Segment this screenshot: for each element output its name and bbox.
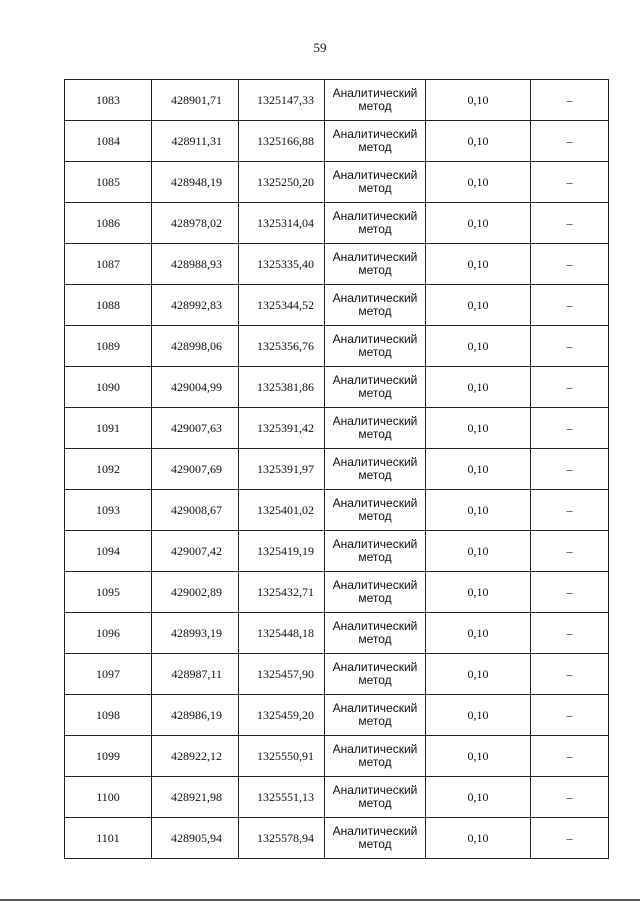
y-coordinate-cell: 1325344,52	[239, 285, 325, 326]
point-number-cell: 1090	[65, 367, 152, 408]
x-coordinate-cell: 428998,06	[152, 326, 239, 367]
method-line-1: Аналитический	[332, 332, 418, 346]
description-cell: –	[531, 531, 609, 572]
point-number-cell: 1101	[65, 818, 152, 859]
y-coordinate-cell: 1325147,33	[239, 80, 325, 121]
method-line-1: Аналитический	[332, 824, 418, 838]
method-cell	[325, 736, 426, 777]
table-row	[65, 736, 609, 777]
description-cell: –	[531, 162, 609, 203]
method-line-2: метод	[358, 837, 392, 851]
y-coordinate-cell: 1325401,02	[239, 490, 325, 531]
method-line-2: метод	[358, 181, 392, 195]
page-number: 59	[313, 40, 327, 55]
description-cell: –	[531, 449, 609, 490]
method-cell	[325, 121, 426, 162]
y-coordinate-cell: 1325550,91	[239, 736, 325, 777]
method-line-1: Аналитический	[332, 168, 418, 182]
method-line-1: Аналитический	[332, 537, 418, 551]
y-coordinate-cell: 1325391,97	[239, 449, 325, 490]
point-number-cell: 1086	[65, 203, 152, 244]
method-line-1: Аналитический	[332, 742, 418, 756]
table-row	[65, 203, 609, 244]
y-coordinate-cell: 1325578,94	[239, 818, 325, 859]
table-row	[65, 777, 609, 818]
y-coordinate-cell: 1325391,42	[239, 408, 325, 449]
method-line-1: Аналитический	[332, 291, 418, 305]
method-cell	[325, 203, 426, 244]
point-number-cell: 1099	[65, 736, 152, 777]
description-cell: –	[531, 572, 609, 613]
method-line-2: метод	[358, 632, 392, 646]
x-coordinate-cell: 428987,11	[152, 654, 239, 695]
point-number-cell: 1092	[65, 449, 152, 490]
y-coordinate-cell: 1325314,04	[239, 203, 325, 244]
method-cell	[325, 162, 426, 203]
accuracy-cell: 0,10	[426, 449, 531, 490]
point-number-cell: 1087	[65, 244, 152, 285]
method-cell	[325, 531, 426, 572]
accuracy-cell: 0,10	[426, 531, 531, 572]
method-cell	[325, 80, 426, 121]
point-number-cell: 1100	[65, 777, 152, 818]
x-coordinate-cell: 428992,83	[152, 285, 239, 326]
method-line-1: Аналитический	[332, 496, 418, 510]
x-coordinate-cell: 428905,94	[152, 818, 239, 859]
method-line-1: Аналитический	[332, 701, 418, 715]
description-cell: –	[531, 285, 609, 326]
table-row	[65, 285, 609, 326]
method-line-2: метод	[358, 673, 392, 687]
method-line-2: метод	[358, 796, 392, 810]
method-line-2: метод	[358, 345, 392, 359]
accuracy-cell: 0,10	[426, 121, 531, 162]
table-row	[65, 818, 609, 859]
x-coordinate-cell: 428901,71	[152, 80, 239, 121]
y-coordinate-cell: 1325250,20	[239, 162, 325, 203]
method-line-2: метод	[358, 509, 392, 523]
y-coordinate-cell: 1325551,13	[239, 777, 325, 818]
description-cell: –	[531, 695, 609, 736]
method-line-2: метод	[358, 99, 392, 113]
table-row	[65, 80, 609, 121]
method-cell	[325, 408, 426, 449]
table-row	[65, 613, 609, 654]
point-number-cell: 1091	[65, 408, 152, 449]
description-cell: –	[531, 80, 609, 121]
point-number-cell: 1083	[65, 80, 152, 121]
description-cell: –	[531, 613, 609, 654]
method-line-1: Аналитический	[332, 783, 418, 797]
accuracy-cell: 0,10	[426, 203, 531, 244]
accuracy-cell: 0,10	[426, 408, 531, 449]
x-coordinate-cell: 428988,93	[152, 244, 239, 285]
x-coordinate-cell: 429007,63	[152, 408, 239, 449]
point-number-cell: 1096	[65, 613, 152, 654]
accuracy-cell: 0,10	[426, 777, 531, 818]
accuracy-cell: 0,10	[426, 818, 531, 859]
description-cell: –	[531, 244, 609, 285]
accuracy-cell: 0,10	[426, 244, 531, 285]
table-row	[65, 654, 609, 695]
coordinates-table	[64, 79, 609, 859]
method-cell	[325, 490, 426, 531]
description-cell: –	[531, 326, 609, 367]
table-row	[65, 490, 609, 531]
method-cell	[325, 777, 426, 818]
method-line-1: Аналитический	[332, 250, 418, 264]
accuracy-cell: 0,10	[426, 736, 531, 777]
method-line-2: метод	[358, 591, 392, 605]
table-row	[65, 121, 609, 162]
method-line-2: метод	[358, 755, 392, 769]
description-cell: –	[531, 203, 609, 244]
accuracy-cell: 0,10	[426, 367, 531, 408]
method-line-1: Аналитический	[332, 86, 418, 100]
point-number-cell: 1098	[65, 695, 152, 736]
description-cell: –	[531, 490, 609, 531]
method-cell	[325, 654, 426, 695]
method-line-1: Аналитический	[332, 455, 418, 469]
point-number-cell: 1085	[65, 162, 152, 203]
x-coordinate-cell: 429004,99	[152, 367, 239, 408]
y-coordinate-cell: 1325381,86	[239, 367, 325, 408]
x-coordinate-cell: 429007,42	[152, 531, 239, 572]
description-cell: –	[531, 777, 609, 818]
accuracy-cell: 0,10	[426, 80, 531, 121]
method-line-1: Аналитический	[332, 209, 418, 223]
table-row	[65, 162, 609, 203]
y-coordinate-cell: 1325419,19	[239, 531, 325, 572]
table-row	[65, 695, 609, 736]
method-line-1: Аналитический	[332, 127, 418, 141]
table-row	[65, 449, 609, 490]
x-coordinate-cell: 428922,12	[152, 736, 239, 777]
description-cell: –	[531, 818, 609, 859]
table-row	[65, 572, 609, 613]
y-coordinate-cell: 1325335,40	[239, 244, 325, 285]
method-line-1: Аналитический	[332, 578, 418, 592]
method-line-2: метод	[358, 468, 392, 482]
accuracy-cell: 0,10	[426, 695, 531, 736]
x-coordinate-cell: 429007,69	[152, 449, 239, 490]
point-number-cell: 1088	[65, 285, 152, 326]
point-number-cell: 1093	[65, 490, 152, 531]
method-line-1: Аналитический	[332, 414, 418, 428]
accuracy-cell: 0,10	[426, 613, 531, 654]
method-line-2: метод	[358, 427, 392, 441]
method-cell	[325, 244, 426, 285]
accuracy-cell: 0,10	[426, 490, 531, 531]
x-coordinate-cell: 429008,67	[152, 490, 239, 531]
description-cell: –	[531, 654, 609, 695]
point-number-cell: 1089	[65, 326, 152, 367]
y-coordinate-cell: 1325432,71	[239, 572, 325, 613]
accuracy-cell: 0,10	[426, 285, 531, 326]
y-coordinate-cell: 1325166,88	[239, 121, 325, 162]
y-coordinate-cell: 1325356,76	[239, 326, 325, 367]
x-coordinate-cell: 428948,19	[152, 162, 239, 203]
y-coordinate-cell: 1325459,20	[239, 695, 325, 736]
accuracy-cell: 0,10	[426, 572, 531, 613]
method-cell	[325, 285, 426, 326]
method-line-2: метод	[358, 386, 392, 400]
method-cell	[325, 449, 426, 490]
table-row	[65, 326, 609, 367]
table-row	[65, 531, 609, 572]
method-line-1: Аналитический	[332, 619, 418, 633]
method-line-1: Аналитический	[332, 373, 418, 387]
method-line-2: метод	[358, 304, 392, 318]
table-row	[65, 244, 609, 285]
method-cell	[325, 572, 426, 613]
method-line-2: метод	[358, 222, 392, 236]
x-coordinate-cell: 428986,19	[152, 695, 239, 736]
accuracy-cell: 0,10	[426, 326, 531, 367]
method-line-1: Аналитический	[332, 660, 418, 674]
x-coordinate-cell: 428911,31	[152, 121, 239, 162]
coordinates-table-body	[65, 80, 609, 859]
point-number-cell: 1084	[65, 121, 152, 162]
method-line-2: метод	[358, 550, 392, 564]
method-line-2: метод	[358, 140, 392, 154]
point-number-cell: 1094	[65, 531, 152, 572]
description-cell: –	[531, 408, 609, 449]
x-coordinate-cell: 428921,98	[152, 777, 239, 818]
method-cell	[325, 326, 426, 367]
accuracy-cell: 0,10	[426, 654, 531, 695]
table-row	[65, 367, 609, 408]
method-line-2: метод	[358, 714, 392, 728]
y-coordinate-cell: 1325457,90	[239, 654, 325, 695]
y-coordinate-cell: 1325448,18	[239, 613, 325, 654]
point-number-cell: 1095	[65, 572, 152, 613]
description-cell: –	[531, 736, 609, 777]
method-cell	[325, 695, 426, 736]
method-line-2: метод	[358, 263, 392, 277]
method-cell	[325, 613, 426, 654]
x-coordinate-cell: 429002,89	[152, 572, 239, 613]
page-bottom-rule	[0, 899, 640, 901]
table-row	[65, 408, 609, 449]
x-coordinate-cell: 428993,19	[152, 613, 239, 654]
method-cell	[325, 818, 426, 859]
description-cell: –	[531, 367, 609, 408]
description-cell: –	[531, 121, 609, 162]
point-number-cell: 1097	[65, 654, 152, 695]
method-cell	[325, 367, 426, 408]
accuracy-cell: 0,10	[426, 162, 531, 203]
x-coordinate-cell: 428978,02	[152, 203, 239, 244]
